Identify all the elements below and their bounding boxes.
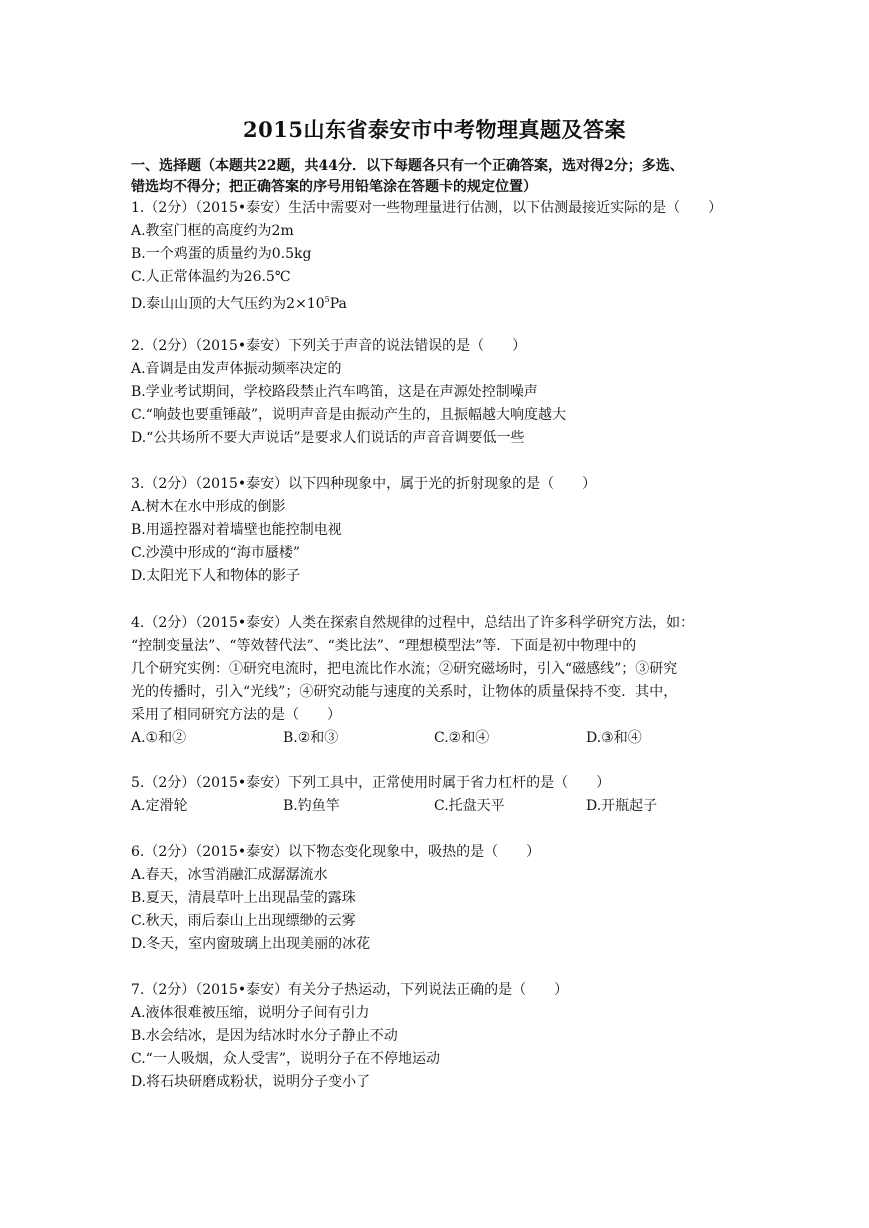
q2-stem: 2.（2分）（2015•泰安）下列关于声音的说法错误的是（ ） xyxy=(131,338,527,354)
q4-option-d: D.③和④ xyxy=(586,730,642,746)
q5-option-c: C.托盘天平 xyxy=(434,798,505,814)
q2-option-d: D.“公共场所不要大声说话”是要求人们说话的声音音调要低一些 xyxy=(131,430,525,446)
q1-option-a: A.教室门框的高度约为2m xyxy=(131,223,294,239)
document-title: 2015山东省泰安市中考物理真题及答案 xyxy=(243,117,626,142)
q5-option-b: B.钓鱼竿 xyxy=(283,798,340,814)
q6-option-c: C.秋天，雨后泰山上出现缥缈的云雾 xyxy=(131,913,356,929)
q6-option-d: D.冬天，室内窗玻璃上出现美丽的冰花 xyxy=(131,936,371,952)
q7-option-d: D.将石块研磨成粉状，说明分子变小了 xyxy=(131,1074,371,1090)
q1-option-d-unit: Pa xyxy=(329,296,347,312)
q4-stem-line-1: 4.（2分）（2015•泰安）人类在探索自然规律的过程中，总结出了许多科学研究方法，如： xyxy=(131,615,695,631)
q5-option-d: D.开瓶起子 xyxy=(586,798,658,814)
q4-stem-line-3: 几个研究实例：①研究电流时，把电流比作水流；②研究磁场时，引入“磁感线”；③研究 xyxy=(131,661,678,677)
q2-option-b: B.学业考试期间，学校路段禁止汽车鸣笛，这是在声源处控制噪声 xyxy=(131,384,538,400)
q4-stem-line-4: 光的传播时，引入“光线”；④研究动能与速度的关系时，让物体的质量保持不变．其中， xyxy=(131,684,678,700)
q7-option-c: C.“一人吸烟，众人受害”，说明分子在不停地运动 xyxy=(131,1051,440,1067)
q3-stem: 3.（2分）（2015•泰安）以下四种现象中，属于光的折射现象的是（ ） xyxy=(131,476,597,492)
q3-option-c: C.沙漠中形成的“海市蜃楼” xyxy=(131,545,300,561)
q4-stem-line-2: “控制变量法”、“等效替代法”、“类比法”、“理想模型法”等．下面是初中物理中的 xyxy=(131,638,637,654)
section-header-line-1: 一、选择题（本题共22题，共44分．以下每题各只有一个正确答案，选对得2分；多选、 xyxy=(131,158,684,174)
q2-option-a: A.音调是由发声体振动频率决定的 xyxy=(131,361,342,377)
q7-option-a: A.液体很难被压缩，说明分子间有引力 xyxy=(131,1005,370,1021)
q6-option-b: B.夏天，清晨草叶上出现晶莹的露珠 xyxy=(131,890,356,906)
q7-stem: 7.（2分）（2015•泰安）有关分子热运动，下列说法正确的是（ ） xyxy=(131,982,569,998)
q2-option-c: C.“响鼓也要重锤敲”，说明声音是由振动产生的，且振幅越大响度越大 xyxy=(131,407,566,423)
q5-option-a: A.定滑轮 xyxy=(131,798,188,814)
q1-stem: 1.（2分）（2015•泰安）生活中需要对一些物理量进行估测，以下估测最接近实际的是（ ） xyxy=(131,200,723,216)
section-header-line-2: 错选均不得分；把正确答案的序号用铅笔涂在答题卡的规定位置） xyxy=(131,179,537,195)
q1-option-c: C.人正常体温约为26.5℃ xyxy=(131,269,291,285)
q4-option-a: A.①和② xyxy=(131,730,187,746)
q6-stem: 6.（2分）（2015•泰安）以下物态变化现象中，吸热的是（ ） xyxy=(131,844,541,860)
q1-option-d-exponent: 5 xyxy=(324,295,330,304)
section-header xyxy=(131,156,741,198)
q6-option-a: A.春天，冰雪消融汇成潺潺流水 xyxy=(131,867,328,883)
q4-stem-line-5: 采用了相同研究方法的是（ ） xyxy=(131,707,341,723)
q4-option-c: C.②和④ xyxy=(434,730,490,746)
q3-option-a: A.树木在水中形成的倒影 xyxy=(131,499,286,515)
q1-option-b: B.一个鸡蛋的质量约为0.5kg xyxy=(131,246,312,262)
q4-option-b: B.②和③ xyxy=(283,730,339,746)
q5-stem: 5.（2分）（2015•泰安）下列工具中，正常使用时属于省力杠杆的是（ ） xyxy=(131,775,611,791)
q7-option-b: B.水会结冰，是因为结冰时水分子静止不动 xyxy=(131,1028,398,1044)
q3-option-b: B.用遥控器对着墙壁也能控制电视 xyxy=(131,522,342,538)
q3-option-d: D.太阳光下人和物体的影子 xyxy=(131,568,301,584)
q1-option-d xyxy=(131,290,347,314)
q1-option-d-text: D.泰山山顶的大气压约为2×10 xyxy=(131,296,325,312)
